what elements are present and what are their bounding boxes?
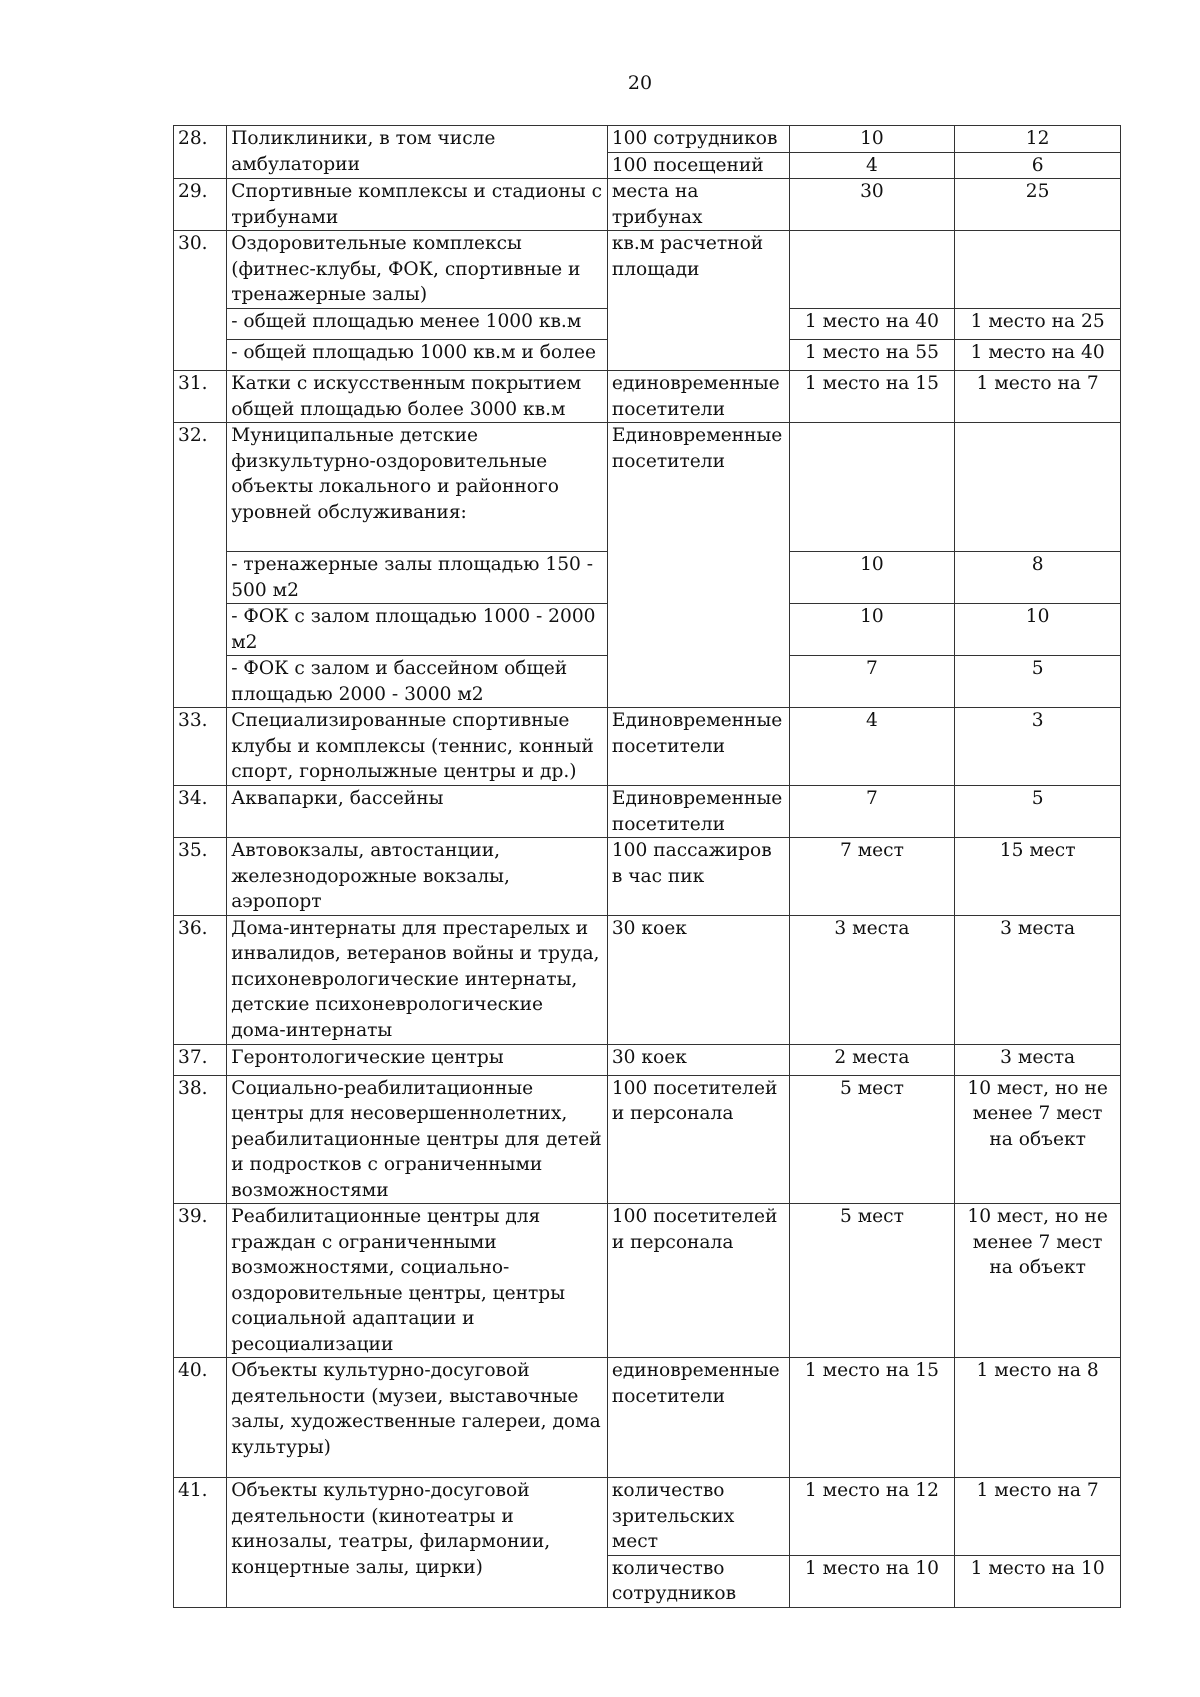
object-name: Аквапарки, бассейны [227,786,608,838]
calculation-unit: количество сотрудников [607,1555,789,1607]
calculation-unit: Единовременные посетители [607,423,789,708]
calculation-unit: 100 посещений [607,152,789,179]
calculation-unit: единовременные посетители [607,1358,789,1478]
row-number: 33. [174,708,227,786]
norm-value-1: 1 место на 15 [789,371,955,423]
row-number: 35. [174,838,227,916]
norm-value-2: 1 место на 7 [955,1478,1121,1556]
norm-value-1: 4 [789,708,955,786]
calculation-unit: 100 сотрудников [607,126,789,153]
norm-value-2: 6 [955,152,1121,179]
norm-value-1: 4 [789,152,955,179]
row-number: 37. [174,1044,227,1075]
calculation-unit: 30 коек [607,1044,789,1075]
table-row [174,1478,1121,1556]
table-row [174,1358,1121,1478]
row-number: 38. [174,1075,227,1204]
row-number: 40. [174,1358,227,1478]
row-number: 41. [174,1478,227,1608]
object-name: Дома-интернаты для престарелых и инвалидов, ветеранов войны и труда, психоневрологические интернаты, детские психоневрологические дома-интернаты [227,915,608,1044]
norm-value-2: 3 места [955,915,1121,1044]
object-name: Оздоровительные комплексы (фитнес-клубы, ФОК, спортивные и тренажерные залы) [227,231,608,309]
norm-value-1: 2 места [789,1044,955,1075]
object-name: Объекты культурно-досуговой деятельности (кинотеатры и кинозалы, театры, филармонии, концертные залы, цирки) [227,1478,608,1608]
calculation-unit: кв.м расчетной площади [607,231,789,371]
norm-value-2: 3 [955,708,1121,786]
calculation-unit: количество зрительских мест [607,1478,789,1556]
object-name: Геронтологические центры [227,1044,608,1075]
object-subtype: - общей площадью менее 1000 кв.м [227,309,608,340]
norm-value-2: 10 мест, но не менее 7 мест на объект [955,1075,1121,1204]
norm-value-2: 3 места [955,1044,1121,1075]
object-subtype: - ФОК с залом и бассейном общей площадью 2000 - 3000 м2 [227,656,608,708]
norm-value-1: 10 [789,552,955,604]
table-row [174,708,1121,786]
norm-value-1: 10 [789,126,955,153]
norm-value-2: 25 [955,179,1121,231]
calculation-unit: места на трибунах [607,179,789,231]
norm-value-1: 7 [789,656,955,708]
object-name: Муниципальные детские физкультурно-оздоровительные объекты локального и районного уровней обслуживания: [227,423,608,552]
table-row [174,1075,1121,1204]
norm-value-2: 1 место на 7 [955,371,1121,423]
norm-value-1: 1 место на 15 [789,1358,955,1478]
row-number: 36. [174,915,227,1044]
row-number: 32. [174,423,227,708]
calculation-unit: 100 пассажиров в час пик [607,838,789,916]
object-name: Социально-реабилитационные центры для несовершеннолетних, реабилитационные центры для детей и подростков с ограниченными возможностями [227,1075,608,1204]
norm-value-1 [789,423,955,552]
norm-value-2: 10 мест, но не менее 7 мест на объект [955,1204,1121,1358]
norm-value-2: 8 [955,552,1121,604]
norm-value-1: 30 [789,179,955,231]
norm-value-2: 12 [955,126,1121,153]
norm-value-1 [789,231,955,309]
object-name: Спортивные комплексы и стадионы с трибунами [227,179,608,231]
row-number: 39. [174,1204,227,1358]
object-name: Поликлиники, в том числе амбулатории [227,126,608,179]
row-number: 29. [174,179,227,231]
page-number: 20 [627,72,653,94]
table-row [174,179,1121,231]
table-row [174,371,1121,423]
row-number: 31. [174,371,227,423]
calculation-unit: Единовременные посетители [607,708,789,786]
calculation-unit: 100 посетителей и персонала [607,1075,789,1204]
norm-value-2: 5 [955,786,1121,838]
norm-value-2: 1 место на 25 [955,309,1121,340]
norm-value-1: 1 место на 10 [789,1555,955,1607]
norm-value-1: 5 мест [789,1204,955,1358]
table-row [174,423,1121,552]
object-name: Объекты культурно-досуговой деятельности (музеи, выставочные залы, художественные галереи, дома культуры) [227,1358,608,1478]
norm-value-2: 1 место на 40 [955,340,1121,371]
table-row [174,915,1121,1044]
object-name: Автовокзалы, автостанции, железнодорожные вокзалы, аэропорт [227,838,608,916]
calculation-unit: 30 коек [607,915,789,1044]
table-row [174,231,1121,309]
row-number: 30. [174,231,227,371]
table-row [174,126,1121,153]
calculation-unit: Единовременные посетители [607,786,789,838]
norm-value-2 [955,423,1121,552]
calculation-unit: единовременные посетители [607,371,789,423]
norm-value-1: 10 [789,604,955,656]
object-subtype: - ФОК с залом площадью 1000 - 2000 м2 [227,604,608,656]
table-row [174,838,1121,916]
norm-value-2: 1 место на 8 [955,1358,1121,1478]
object-subtype: - тренажерные залы площадью 150 - 500 м2 [227,552,608,604]
norm-value-1: 1 место на 55 [789,340,955,371]
object-name: Катки с искусственным покрытием общей площадью более 3000 кв.м [227,371,608,423]
parking-norms-table [173,125,1121,1608]
norm-value-2 [955,231,1121,309]
table-row [174,786,1121,838]
norm-value-1: 7 [789,786,955,838]
norm-value-1: 7 мест [789,838,955,916]
norm-value-1: 1 место на 12 [789,1478,955,1556]
norm-value-2: 5 [955,656,1121,708]
row-number: 34. [174,786,227,838]
table-row [174,1044,1121,1075]
object-name: Специализированные спортивные клубы и комплексы (теннис, конный спорт, горнолыжные центры и др.) [227,708,608,786]
norm-value-2: 1 место на 10 [955,1555,1121,1607]
object-subtype: - общей площадью 1000 кв.м и более [227,340,608,371]
row-number: 28. [174,126,227,179]
norm-value-1: 1 место на 40 [789,309,955,340]
table-row [174,1204,1121,1358]
calculation-unit: 100 посетителей и персонала [607,1204,789,1358]
norm-value-1: 5 мест [789,1075,955,1204]
norm-value-2: 10 [955,604,1121,656]
norm-value-1: 3 места [789,915,955,1044]
object-name: Реабилитационные центры для граждан с ограниченными возможностями, социально-оздоровительные центры, центры социальной адаптации и ресоциализации [227,1204,608,1358]
norm-value-2: 15 мест [955,838,1121,916]
